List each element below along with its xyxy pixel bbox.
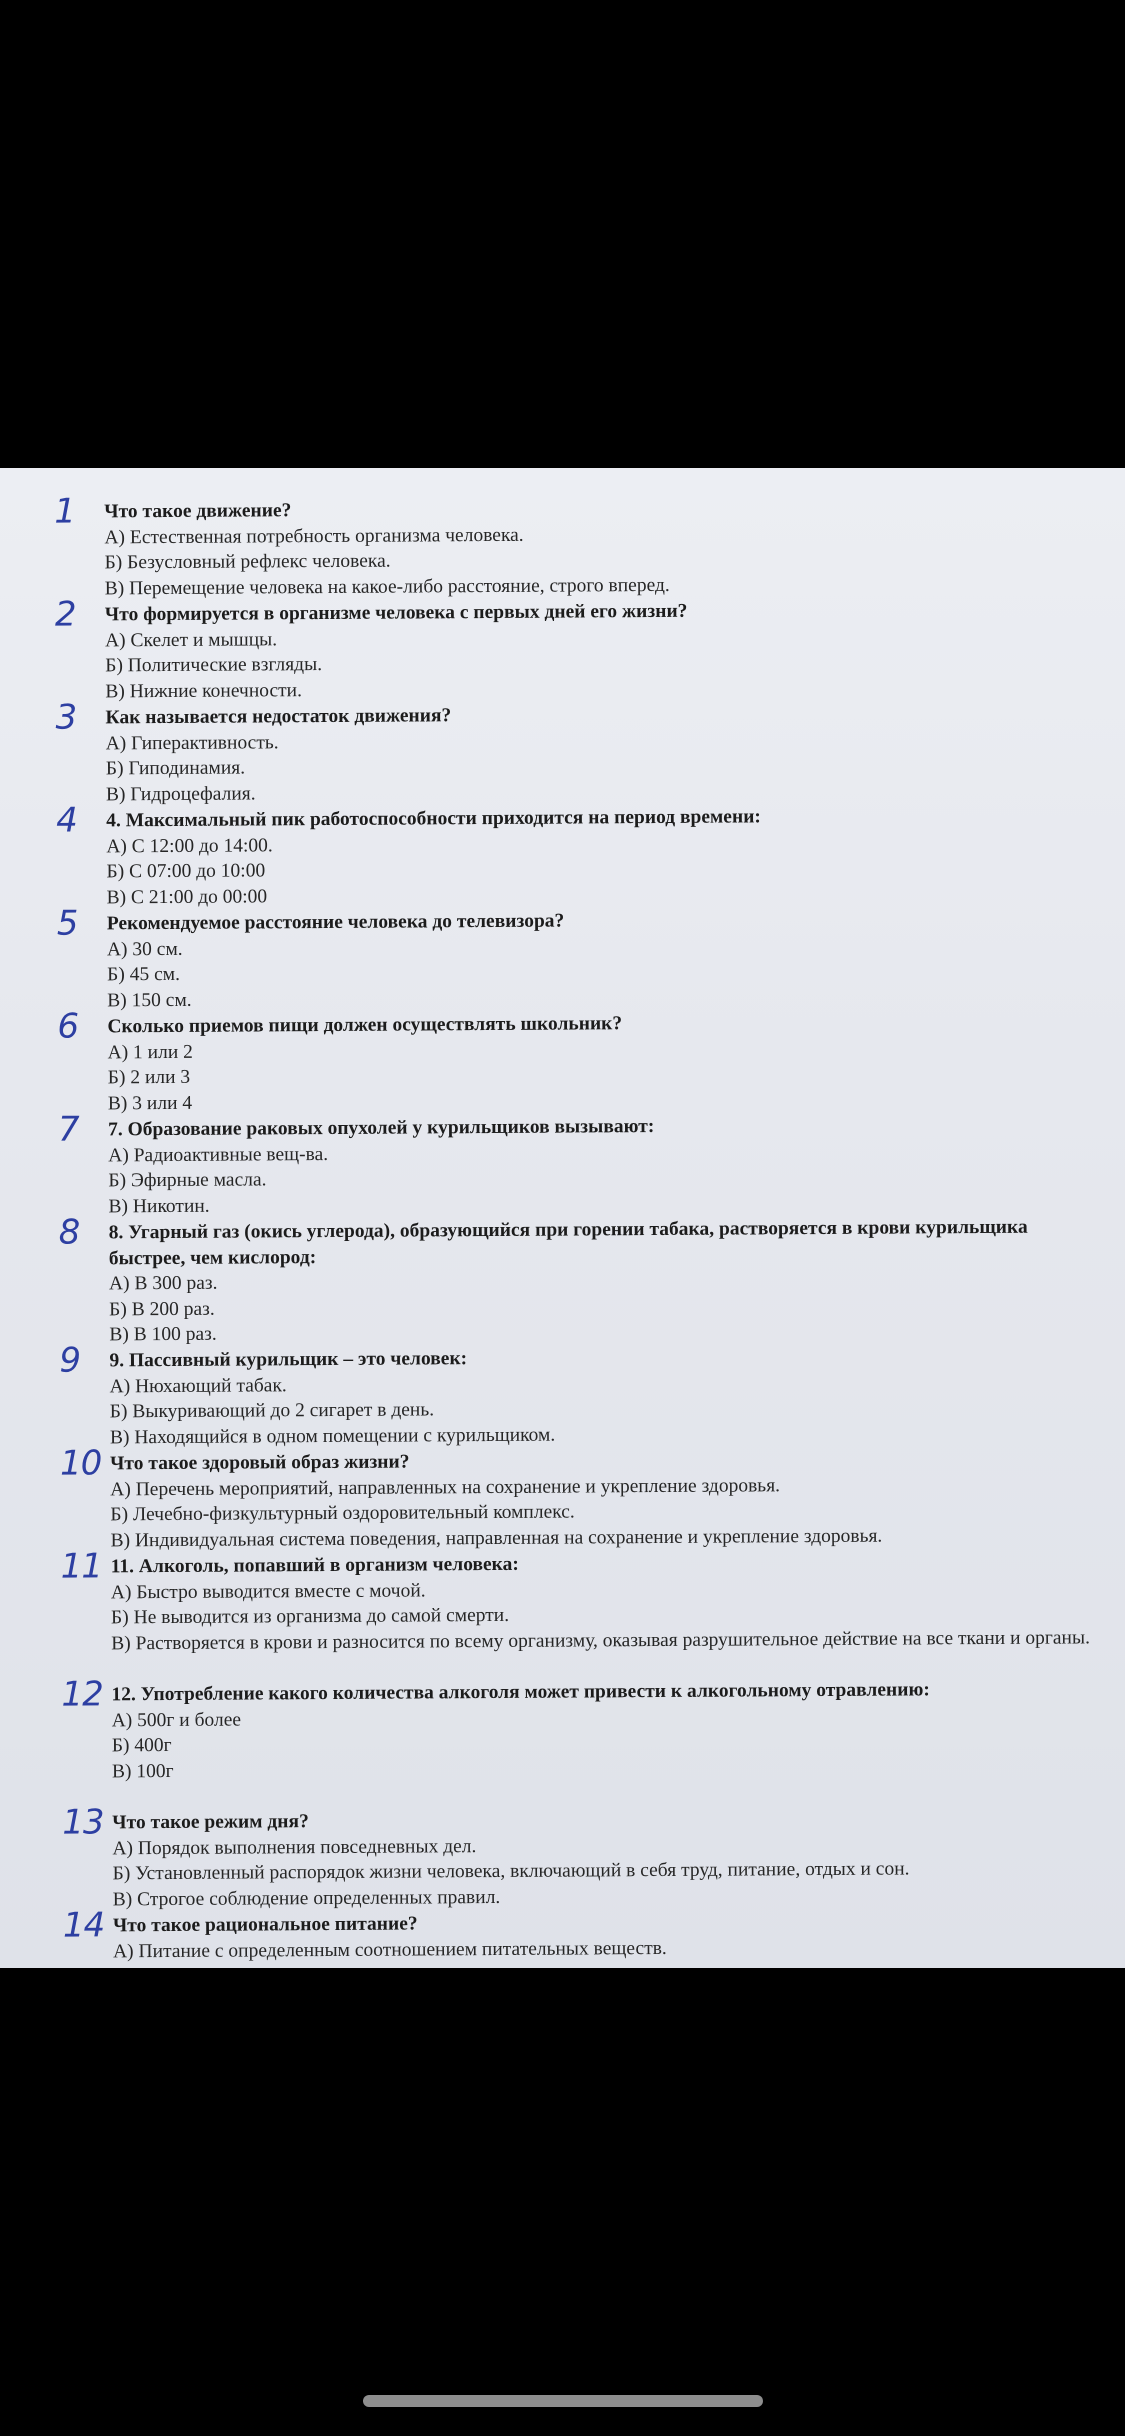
- question-4: [56, 800, 1107, 910]
- answer-option: А) Быстро выводится вместе с мочой.: [110, 1579, 426, 1603]
- handwritten-number: 9: [59, 1340, 81, 1381]
- answer-option: В) Находящийся в одном помещении с курильщиком.: [109, 1424, 556, 1448]
- answer-option: А) Питание с определенным соотношением питательных веществ.: [112, 1937, 667, 1962]
- question-12: [61, 1674, 1112, 1784]
- answer-option: А) 500г и более: [111, 1709, 242, 1731]
- question-text: Сколько приемов пищи должен осуществлять школьник?: [107, 1013, 623, 1038]
- question-text: Что формируется в организме человека с первых дней его жизни?: [104, 600, 688, 626]
- answer-option: А) В 300 раз.: [108, 1272, 218, 1295]
- question-text: Что такое здоровый образ жизни?: [110, 1451, 410, 1475]
- question-13: [62, 1802, 1113, 1912]
- handwritten-number: 14: [62, 1905, 105, 1946]
- answer-option: В) Индивидуальная система поведения, направленная на сохранение и укрепление здоровья.: [110, 1525, 883, 1551]
- question-1: [54, 491, 1105, 601]
- question-5: [56, 903, 1108, 1013]
- answer-option: Б) Установленный распорядок жизни человека, включающий в себя труд, питание, отдых и сон.: [112, 1858, 910, 1885]
- answer-option: А) Перечень мероприятий, направленных на сохранение и укрепление здоровья.: [110, 1474, 781, 1500]
- question-2: [54, 594, 1106, 704]
- answer-option: Б) 400г: [111, 1734, 172, 1757]
- answer-option: Б) 2 или 3: [107, 1066, 191, 1089]
- handwritten-number: 11: [60, 1546, 103, 1587]
- answer-option: А) Гиперактивность.: [105, 731, 279, 754]
- question-9: [59, 1340, 1110, 1450]
- answer-option: В) Растворяется в крови и разносится по всему организму, оказывая разрушительное действие на все ткани и органы.: [111, 1626, 1090, 1654]
- answer-option: В) Нижние конечности.: [105, 679, 303, 702]
- question-text: Как называется недостаток движения?: [105, 705, 452, 729]
- answer-option: А) Радиоактивные вещ-ва.: [108, 1143, 329, 1166]
- question-6: [57, 1006, 1108, 1116]
- question-7: [57, 1109, 1109, 1219]
- handwritten-number: 5: [56, 903, 78, 944]
- document-photo: [0, 468, 1125, 1968]
- answer-option: В) 150 см.: [107, 989, 192, 1011]
- answer-option: Б) 45 см.: [107, 963, 180, 986]
- answer-option: А) 30 см.: [106, 938, 183, 960]
- answer-option: Б) Выкуривающий до 2 сигарет в день.: [109, 1399, 435, 1423]
- answer-option: Б) Не выводится из организма до самой смерти.: [110, 1604, 510, 1629]
- question-text: Что такое рациональное питание?: [112, 1913, 418, 1937]
- question-10: [59, 1443, 1111, 1553]
- answer-option: Б) С 07:00 до 10:00: [106, 860, 266, 883]
- handwritten-number: 2: [54, 594, 76, 635]
- question-text: Что такое движение?: [104, 500, 292, 523]
- answer-option: Б) Лечебно-физкультурный оздоровительный комплекс.: [110, 1501, 575, 1526]
- question-text: 8. Угарный газ (окись углерода), образующийся при горении табака, растворяется в крови курильщика быстрее, чем кислород:: [108, 1216, 1028, 1269]
- answer-option: В) Гидроцефалия.: [105, 782, 256, 805]
- question-text: 4. Максимальный пик работоспособности приходится на период времени:: [106, 806, 761, 832]
- answer-option: А) Скелет и мышцы.: [104, 628, 278, 651]
- answer-option: Б) Политические взгляды.: [105, 654, 323, 677]
- answer-option: В) В 100 раз.: [109, 1323, 217, 1346]
- home-indicator[interactable]: [363, 2395, 763, 2407]
- handwritten-number: 3: [55, 697, 77, 738]
- question-text: 11. Алкоголь, попавший в организм человека:: [110, 1553, 519, 1578]
- answer-option: А) Нюхающий табак.: [109, 1374, 287, 1397]
- handwritten-number: 10: [59, 1443, 102, 1484]
- answer-option: В) Перемещение человека на какое-либо расстояние, строго вперед.: [104, 574, 670, 599]
- answer-option: В) 3 или 4: [107, 1092, 193, 1114]
- answer-option: Б) Эфирные масла.: [108, 1169, 267, 1192]
- handwritten-number: 7: [57, 1109, 79, 1150]
- handwritten-number: 6: [57, 1006, 79, 1047]
- answer-option: А) Естественная потребность организма человека.: [104, 524, 524, 548]
- question-text: 9. Пассивный курильщик – это человек:: [109, 1348, 468, 1372]
- answer-option: А) Порядок выполнения повседневных дел.: [112, 1835, 477, 1859]
- answer-option: В) Строгое соблюдение определенных правил.: [112, 1886, 501, 1910]
- question-text: Рекомендуемое расстояние человека до телевизора?: [106, 910, 565, 935]
- question-text: 7. Образование раковых опухолей у курильщиков вызывают:: [107, 1116, 655, 1141]
- question-text: 12. Употребление какого количества алкоголя может привести к алкогольному отравлению:: [111, 1679, 930, 1706]
- answer-option: Б) В 200 раз.: [109, 1298, 215, 1320]
- question-8: [58, 1212, 1110, 1348]
- handwritten-number: 1: [54, 491, 76, 532]
- handwritten-number: 12: [61, 1674, 103, 1715]
- answer-option: А) 1 или 2: [107, 1041, 193, 1063]
- question-text: Что такое режим дня?: [112, 1811, 309, 1834]
- question-11: [60, 1546, 1112, 1656]
- handwritten-number: 4: [56, 800, 77, 841]
- answer-option: Б) Гиподинамия.: [105, 757, 246, 780]
- handwritten-number: 8: [58, 1212, 80, 1253]
- answer-option: А) С 12:00 до 14:00.: [106, 834, 273, 857]
- question-3: [55, 697, 1106, 807]
- handwritten-number: 13: [62, 1802, 104, 1843]
- question-14: [62, 1905, 1113, 1964]
- answer-option: Б) Безусловный рефлекс человека.: [104, 550, 391, 574]
- answer-option: В) С 21:00 до 00:00: [106, 885, 268, 908]
- test-sheet: [0, 468, 1125, 1968]
- answer-option: В) 100г: [111, 1760, 174, 1782]
- answer-option: В) Никотин.: [108, 1195, 210, 1217]
